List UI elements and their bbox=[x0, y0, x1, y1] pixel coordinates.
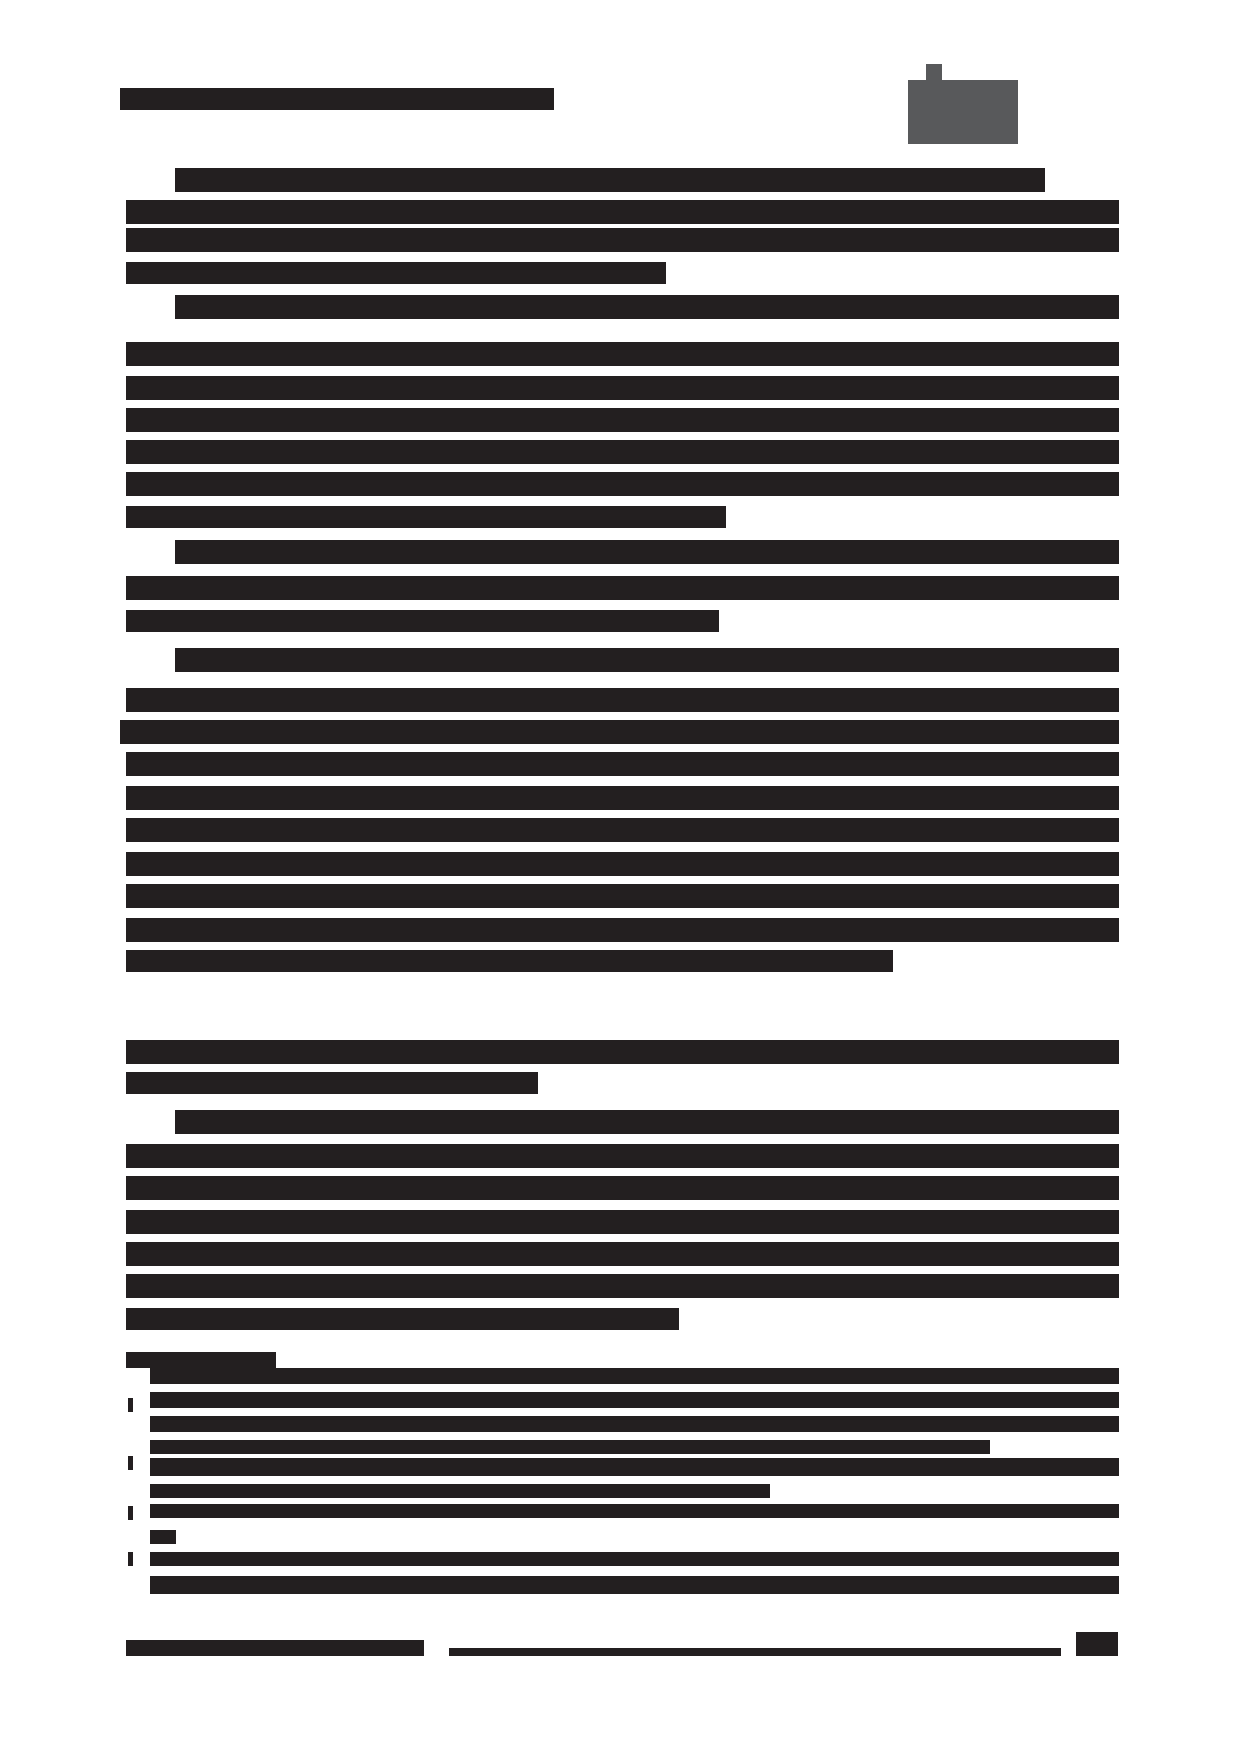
redacted-line-p4 bbox=[120, 720, 1119, 744]
redacted-line-p1 bbox=[126, 228, 1119, 252]
footer-rule bbox=[449, 1648, 1061, 1656]
journal-logo-tab bbox=[926, 64, 942, 82]
redacted-line-p3 bbox=[126, 610, 719, 632]
redacted-line-ref-2 bbox=[150, 1484, 770, 1498]
redacted-line-p4 bbox=[126, 884, 1119, 908]
redacted-line-ref-1 bbox=[150, 1440, 990, 1454]
redacted-line-ref-1 bbox=[150, 1416, 1119, 1432]
redacted-line-p2 bbox=[175, 295, 1119, 319]
redacted-line-p4 bbox=[126, 918, 1119, 942]
redacted-line-ref-2 bbox=[150, 1458, 1119, 1476]
redacted-line-p6 bbox=[175, 1110, 1119, 1134]
redacted-line-ref-1 bbox=[150, 1368, 1119, 1384]
redacted-line-p2 bbox=[126, 408, 1119, 432]
redacted-line-ref-4 bbox=[150, 1552, 1119, 1566]
redacted-line-p6 bbox=[126, 1274, 1119, 1298]
redacted-line-p1 bbox=[126, 200, 1119, 224]
redacted-line-p3 bbox=[126, 576, 1119, 600]
redacted-line-p6 bbox=[126, 1176, 1119, 1200]
redacted-line-p2 bbox=[126, 506, 726, 528]
reference-bullet bbox=[128, 1398, 133, 1412]
redacted-line-p2 bbox=[126, 342, 1119, 366]
journal-logo bbox=[908, 80, 1018, 144]
redacted-line-p5 bbox=[126, 1040, 1119, 1064]
redacted-line-p6 bbox=[126, 1308, 679, 1330]
redacted-line-p1 bbox=[126, 262, 666, 284]
reference-bullet bbox=[128, 1456, 133, 1470]
redacted-line-p2 bbox=[126, 472, 1119, 496]
redacted-line-p4 bbox=[126, 950, 893, 972]
redacted-line-p6 bbox=[126, 1210, 1119, 1234]
redacted-line-p5 bbox=[126, 1072, 538, 1094]
redacted-line-ref-heading bbox=[126, 1352, 276, 1368]
redacted-line-ref-3 bbox=[150, 1530, 176, 1544]
redacted-line-p6 bbox=[126, 1144, 1119, 1168]
redacted-line-p3 bbox=[175, 540, 1119, 564]
reference-bullet bbox=[128, 1506, 133, 1520]
redacted-line-p4 bbox=[126, 852, 1119, 876]
redacted-line-p2 bbox=[126, 440, 1119, 464]
redacted-line-p4 bbox=[126, 752, 1119, 776]
reference-bullet bbox=[128, 1552, 133, 1566]
redacted-line-p4 bbox=[175, 648, 1119, 672]
redacted-line-p1 bbox=[175, 168, 1045, 192]
redacted-line-p4 bbox=[126, 688, 1119, 712]
redacted-line-p6 bbox=[126, 1242, 1119, 1266]
redacted-line-running-title bbox=[120, 88, 554, 110]
redacted-line-p2 bbox=[126, 376, 1119, 400]
redacted-line-ref-3 bbox=[150, 1504, 1119, 1518]
redacted-line-footer-label bbox=[126, 1640, 424, 1656]
page-number-box bbox=[1076, 1632, 1118, 1656]
redacted-line-ref-1 bbox=[150, 1392, 1119, 1408]
redacted-line-p4 bbox=[126, 818, 1119, 842]
redacted-line-ref-4 bbox=[150, 1576, 1119, 1594]
redacted-line-p4 bbox=[126, 786, 1119, 810]
